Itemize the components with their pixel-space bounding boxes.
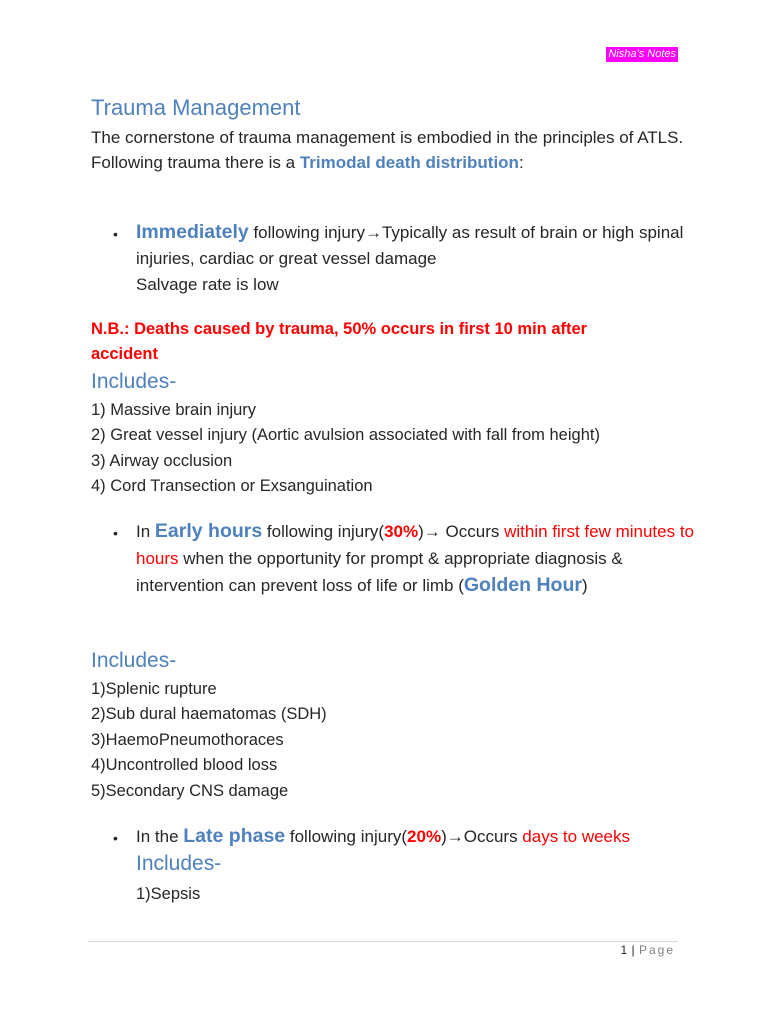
bullet-late-phase [136, 823, 706, 850]
includes-heading-2: Includes- [91, 649, 177, 672]
includes-list-3 [136, 882, 746, 907]
bullet3-text1: following injury( [285, 827, 408, 846]
bullet1-text2: Typically as result of brain or high spinal injuries, cardiac or great vessel damage [136, 223, 684, 268]
immediately-highlight: Immediately [136, 221, 249, 243]
bullet-dot: • [113, 226, 118, 242]
bullet3-text3: Occurs [463, 827, 523, 846]
late-phase-highlight: Late phase [183, 825, 286, 847]
footer-separator: | [627, 943, 639, 957]
bullet-dot: • [113, 830, 118, 846]
bullet-early-hours [136, 518, 706, 599]
bullet2-text5: ) [581, 576, 588, 595]
list-item: 4) Cord Transection or Exsanguination [91, 477, 373, 496]
header-badge: Nisha’s Notes [608, 48, 676, 60]
arrow-icon: → [446, 827, 464, 846]
page-footer [620, 943, 675, 957]
bullet2-text1: following injury( [262, 522, 385, 541]
includes-heading-3: Includes- [136, 852, 222, 875]
nb-note: N.B.: Deaths caused by trauma, 50% occurs in first 10 min after accident [91, 320, 588, 363]
bullet-immediately [136, 219, 706, 298]
arrow-icon: → [423, 522, 441, 541]
salvage-rate-text: Salvage rate is low [136, 275, 279, 294]
includes-list-2 [91, 677, 701, 804]
footer-divider [88, 941, 678, 942]
list-item: 1) Massive brain injury [91, 401, 257, 419]
bullet3-text2: ) [441, 827, 447, 846]
arrow-icon: → [364, 223, 382, 242]
includes-list-1 [91, 398, 701, 500]
list-item: 2) Great vessel injury (Aortic avulsion associated with fall from height) [91, 426, 600, 445]
includes-heading-1: Includes- [91, 370, 177, 393]
early-hours-highlight: Early hours [154, 520, 263, 542]
page-title: Trauma Management [91, 95, 301, 120]
golden-hour-highlight: Golden Hour [463, 574, 582, 596]
bullet2-prefix: In [136, 522, 155, 541]
bullet2-text2: ) [418, 522, 424, 541]
list-item: 2)Sub dural haematomas (SDH) [91, 705, 327, 724]
page-number: 1 [620, 943, 628, 957]
bullet-dot: • [113, 525, 118, 541]
list-item: 3)HaemoPneumothoraces [91, 730, 284, 749]
bullet1-text1: following injury [248, 223, 365, 242]
list-item: 1)Sepsis [136, 885, 201, 903]
intro-line-1: The cornerstone of trauma management is embodied in the principles of ATLS. [91, 128, 684, 147]
late-phase-timing: days to weeks [522, 827, 631, 846]
list-item: 1)Splenic rupture [91, 680, 217, 698]
percent-20: 20% [407, 827, 442, 846]
intro-line-2-suffix: : [518, 153, 524, 172]
page-label: Page [638, 943, 675, 957]
list-item: 4)Uncontrolled blood loss [91, 756, 278, 775]
percent-30: 30% [384, 522, 419, 541]
trimodal-highlight: Trimodal death distribution [299, 153, 519, 172]
early-hours-timing: within first few minutes to hours [136, 522, 694, 568]
bullet2-text3: Occurs [440, 522, 505, 541]
bullet3-prefix: In the [136, 827, 184, 846]
list-item: 5)Secondary CNS damage [91, 781, 289, 800]
intro-line-2-prefix: Following trauma there is a [91, 153, 300, 172]
bullet2-text4: when the opportunity for prompt & appropriate diagnosis & intervention can prevent loss of life or limb ( [136, 549, 623, 595]
list-item: 3) Airway occlusion [91, 451, 233, 470]
intro-paragraph [91, 125, 691, 175]
